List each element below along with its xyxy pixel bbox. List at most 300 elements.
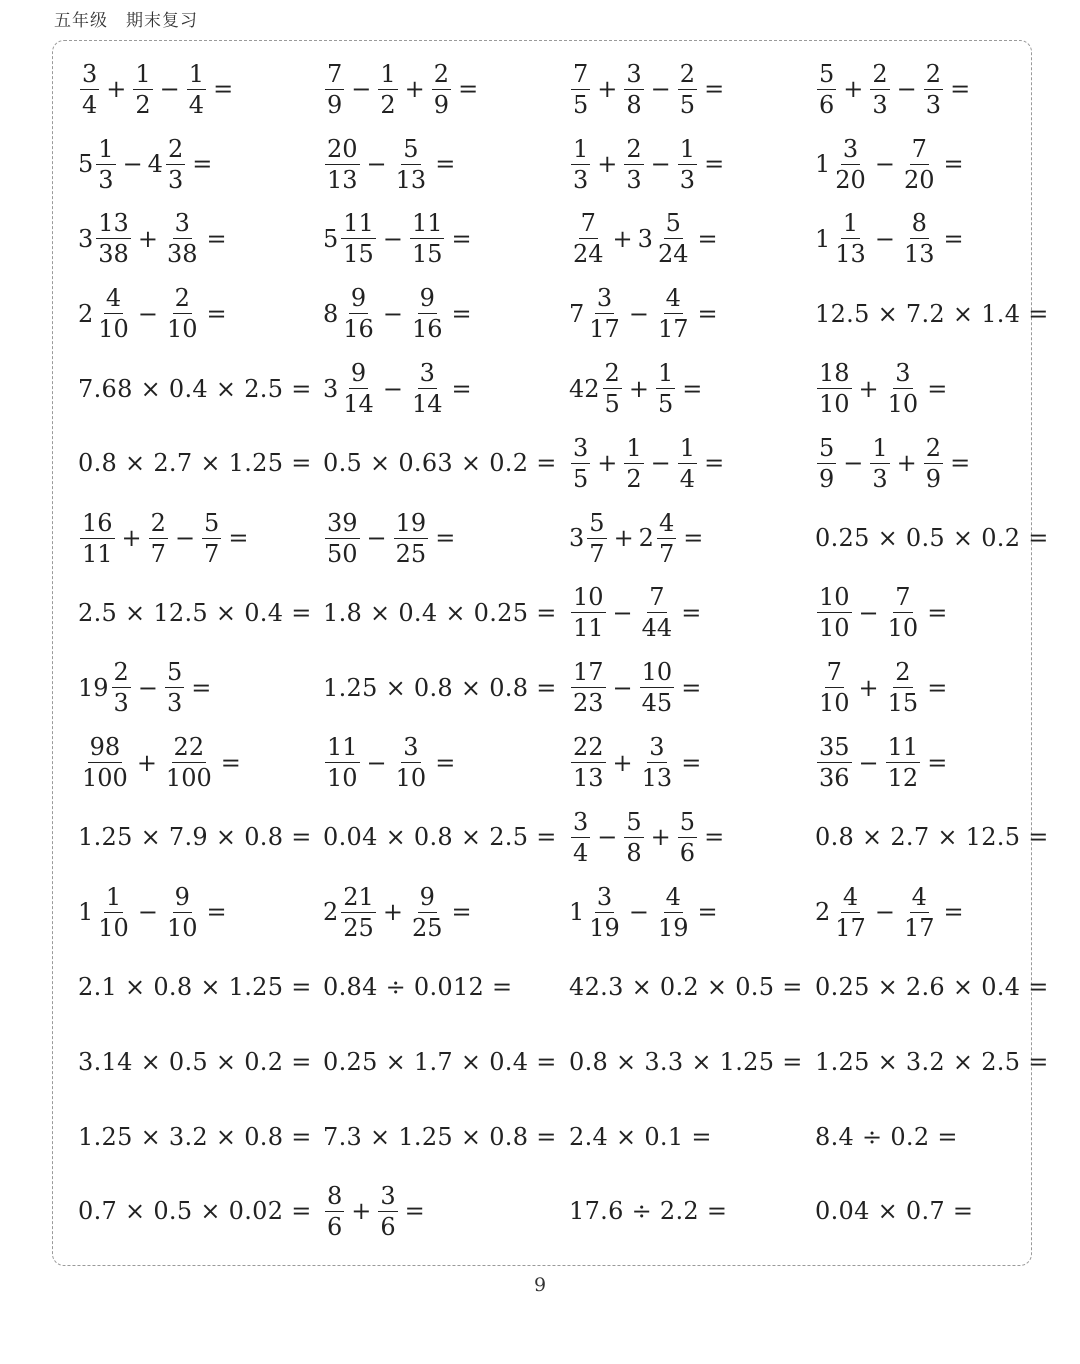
fraction — [817, 359, 852, 419]
minus-sign: − — [874, 898, 895, 927]
numerator: 98 — [89, 733, 121, 762]
numerator: 9 — [419, 882, 435, 911]
denominator: 3 — [872, 464, 888, 493]
problem-row — [78, 1174, 1038, 1249]
expression-text: 12.5 × 7.2 × 1.4 = — [815, 299, 1049, 328]
fraction — [410, 284, 445, 344]
denominator: 15 — [411, 240, 443, 269]
fraction — [164, 733, 214, 793]
denominator: 9 — [327, 90, 343, 119]
numerator: 3 — [380, 1181, 396, 1210]
numerator: 5 — [166, 658, 183, 687]
math-problem — [569, 1174, 727, 1249]
numerator: 7 — [573, 59, 589, 88]
plus-sign: + — [896, 449, 917, 478]
expression-text: 3.14 × 0.5 × 0.2 = — [78, 1047, 312, 1076]
numerator: 7 — [911, 134, 927, 163]
denominator: 20 — [903, 165, 935, 194]
denominator: 13 — [641, 764, 673, 793]
numerator: 7 — [649, 583, 665, 612]
expression-text: 2.4 × 0.1 = — [569, 1122, 712, 1151]
equals-sign: = — [451, 898, 472, 927]
fraction — [640, 583, 675, 643]
whole-number: 4 — [147, 150, 163, 179]
equals-sign: = — [228, 524, 249, 553]
numerator: 7 — [580, 209, 596, 238]
math-problem — [815, 501, 1049, 576]
equals-sign: = — [681, 748, 702, 777]
numerator: 17 — [573, 658, 604, 687]
fraction — [202, 508, 221, 568]
fraction — [325, 733, 360, 793]
problem-row — [78, 1024, 1049, 1099]
denominator: 10 — [327, 764, 358, 793]
denominator: 13 — [573, 764, 604, 793]
numerator: 5 — [589, 508, 605, 537]
numerator: 1 — [105, 882, 122, 911]
math-problem — [815, 276, 1049, 351]
problem-row — [78, 800, 1049, 875]
expression-text: 0.7 × 0.5 × 0.02 = — [78, 1197, 312, 1226]
fraction — [886, 359, 921, 419]
math-problem — [323, 127, 460, 202]
fraction — [394, 733, 429, 793]
minus-sign: − — [612, 673, 633, 702]
numerator: 11 — [411, 209, 443, 238]
math-problem — [78, 1174, 312, 1249]
fraction — [886, 583, 921, 643]
numerator: 9 — [350, 359, 367, 388]
denominator: 17 — [589, 315, 620, 344]
numerator: 1 — [98, 134, 114, 163]
fraction — [410, 882, 445, 942]
denominator: 16 — [411, 315, 443, 344]
math-problem — [569, 426, 729, 501]
equals-sign: = — [697, 224, 718, 253]
minus-sign: − — [137, 673, 158, 702]
expression-text: 0.8 × 2.7 × 1.25 = — [78, 449, 312, 478]
fraction — [886, 733, 921, 793]
denominator: 10 — [166, 315, 198, 344]
minus-sign: − — [159, 75, 180, 104]
expression-text: 0.04 × 0.8 × 2.5 = — [323, 823, 557, 852]
equals-sign: = — [435, 748, 456, 777]
fraction — [571, 733, 606, 793]
math-problem — [323, 950, 512, 1025]
denominator: 19 — [589, 913, 620, 942]
fraction — [817, 733, 852, 793]
denominator: 10 — [887, 614, 919, 643]
numerator: 1 — [657, 359, 674, 388]
numerator: 1 — [135, 59, 151, 88]
whole-number: 2 — [78, 299, 94, 328]
denominator: 10 — [98, 315, 129, 344]
fraction — [656, 209, 691, 269]
numerator: 20 — [327, 134, 358, 163]
denominator: 7 — [589, 539, 605, 568]
numerator: 1 — [842, 209, 859, 238]
whole-number: 1 — [78, 898, 94, 927]
expression-text: 1.8 × 0.4 × 0.25 = — [323, 598, 557, 627]
fraction — [870, 59, 889, 119]
whole-number: 3 — [637, 224, 653, 253]
denominator: 7 — [150, 539, 166, 568]
plus-sign: + — [612, 224, 633, 253]
numerator: 1 — [872, 433, 888, 462]
equals-sign: = — [451, 374, 472, 403]
denominator: 5 — [573, 90, 589, 119]
minus-sign: − — [628, 898, 649, 927]
problem-row — [78, 426, 1038, 501]
math-problem — [78, 800, 312, 875]
numerator: 3 — [649, 733, 665, 762]
numerator: 4 — [658, 508, 675, 537]
denominator: 10 — [395, 764, 427, 793]
denominator: 36 — [819, 764, 850, 793]
plus-sign: + — [121, 524, 142, 553]
fraction — [571, 134, 590, 194]
math-problem — [78, 950, 312, 1025]
denominator: 24 — [573, 240, 604, 269]
problem-row — [78, 127, 1038, 202]
math-problem — [78, 351, 312, 426]
denominator: 2 — [626, 464, 642, 493]
denominator: 11 — [82, 539, 113, 568]
denominator: 13 — [835, 240, 866, 269]
denominator: 16 — [343, 315, 374, 344]
numerator: 2 — [679, 59, 696, 88]
denominator: 44 — [641, 614, 673, 643]
plus-sign: + — [382, 898, 403, 927]
denominator: 6 — [819, 90, 835, 119]
fraction — [902, 134, 937, 194]
fraction — [656, 359, 675, 419]
math-problem — [323, 725, 460, 800]
whole-number: 2 — [815, 898, 831, 927]
fraction — [624, 433, 643, 493]
math-problem — [78, 1099, 312, 1174]
numerator: 5 — [819, 433, 835, 462]
numerator: 39 — [327, 508, 358, 537]
plus-sign: + — [612, 748, 633, 777]
denominator: 9 — [925, 464, 942, 493]
fraction — [96, 882, 131, 942]
denominator: 15 — [887, 689, 919, 718]
equals-sign: = — [927, 598, 948, 627]
denominator: 10 — [819, 614, 850, 643]
fraction — [656, 284, 691, 344]
equals-sign: = — [681, 673, 702, 702]
fraction — [341, 359, 376, 419]
minus-sign: − — [650, 150, 671, 179]
expression-text: 0.84 ÷ 0.012 = — [323, 972, 513, 1001]
expression-text: 42.3 × 0.2 × 0.5 = — [569, 972, 803, 1001]
minus-sign: − — [137, 898, 158, 927]
expression-text: 1.25 × 0.8 × 0.8 = — [323, 673, 557, 702]
numerator: 22 — [173, 733, 205, 762]
math-problem — [323, 650, 557, 725]
expression-text: 0.04 × 0.7 = — [815, 1197, 974, 1226]
fraction — [80, 59, 99, 119]
denominator: 13 — [395, 165, 427, 194]
numerator: 1 — [679, 433, 696, 462]
numerator: 2 — [150, 508, 166, 537]
fraction — [571, 433, 590, 493]
numerator: 3 — [895, 359, 911, 388]
math-problem — [323, 1099, 557, 1174]
equals-sign: = — [943, 898, 964, 927]
minus-sign: − — [612, 598, 633, 627]
numerator: 2 — [925, 59, 942, 88]
denominator: 12 — [887, 764, 919, 793]
numerator: 2 — [872, 59, 888, 88]
denominator: 5 — [679, 90, 696, 119]
math-problem — [569, 202, 723, 277]
expression-text: 7.68 × 0.4 × 2.5 = — [78, 374, 312, 403]
plus-sign: + — [136, 748, 157, 777]
fraction — [166, 134, 185, 194]
expression-text: 2.1 × 0.8 × 1.25 = — [78, 972, 312, 1001]
equals-sign: = — [206, 898, 227, 927]
numerator: 11 — [343, 209, 374, 238]
math-problem — [815, 1174, 973, 1249]
expression-text: 0.25 × 2.6 × 0.4 = — [815, 972, 1049, 1001]
denominator: 4 — [188, 90, 205, 119]
math-problem — [78, 725, 246, 800]
minus-sign: − — [382, 374, 403, 403]
math-problem — [815, 576, 952, 651]
minus-sign: − — [628, 299, 649, 328]
minus-sign: − — [874, 150, 895, 179]
numerator: 8 — [327, 1181, 343, 1210]
expression-text: 1.25 × 7.9 × 0.8 = — [78, 823, 312, 852]
numerator: 16 — [82, 508, 113, 537]
numerator: 1 — [188, 59, 205, 88]
equals-sign: = — [220, 748, 241, 777]
plus-sign: + — [858, 673, 879, 702]
numerator: 7 — [327, 59, 343, 88]
denominator: 4 — [573, 838, 589, 867]
fraction — [678, 134, 697, 194]
numerator: 19 — [395, 508, 427, 537]
fraction — [187, 59, 206, 119]
math-problem — [323, 426, 557, 501]
numerator: 5 — [679, 807, 696, 836]
equals-sign: = — [435, 150, 456, 179]
whole-number: 3 — [569, 524, 585, 553]
math-problem — [569, 501, 708, 576]
math-problem — [78, 127, 217, 202]
math-problem — [323, 202, 477, 277]
denominator: 45 — [641, 689, 673, 718]
math-problem — [815, 650, 952, 725]
fraction — [902, 209, 937, 269]
equals-sign: = — [404, 1197, 425, 1226]
equals-sign: = — [943, 224, 964, 253]
numerator: 9 — [419, 284, 435, 313]
denominator: 6 — [327, 1212, 343, 1241]
math-problem — [815, 127, 969, 202]
expression-text: 2.5 × 12.5 × 0.4 = — [78, 598, 312, 627]
math-problem — [323, 52, 483, 127]
math-problem — [569, 127, 729, 202]
whole-number: 1 — [815, 224, 831, 253]
numerator: 3 — [174, 209, 190, 238]
denominator: 10 — [98, 913, 129, 942]
fraction — [571, 658, 606, 718]
numerator: 3 — [842, 134, 859, 163]
denominator: 50 — [327, 539, 358, 568]
fraction — [587, 882, 622, 942]
equals-sign: = — [704, 823, 725, 852]
equals-sign: = — [950, 449, 971, 478]
denominator: 4 — [679, 464, 696, 493]
expression-text: 7.3 × 1.25 × 0.8 = — [323, 1122, 557, 1151]
problem-row — [78, 576, 1038, 651]
fraction — [833, 209, 868, 269]
denominator: 20 — [835, 165, 866, 194]
minus-sign: − — [382, 224, 403, 253]
numerator: 10 — [573, 583, 604, 612]
math-problem — [323, 1024, 557, 1099]
plus-sign: + — [613, 524, 634, 553]
denominator: 3 — [573, 165, 589, 194]
numerator: 10 — [819, 583, 850, 612]
equals-sign: = — [206, 299, 227, 328]
fraction — [341, 209, 376, 269]
problem-row — [78, 725, 1038, 800]
problem-row — [78, 950, 1049, 1025]
problem-grid — [78, 52, 1049, 1249]
fraction — [656, 882, 691, 942]
numerator: 2 — [174, 284, 190, 313]
numerator: 4 — [665, 284, 681, 313]
numerator: 1 — [573, 134, 589, 163]
numerator: 2 — [925, 433, 942, 462]
math-problem — [569, 950, 803, 1025]
plus-sign: + — [404, 75, 425, 104]
whole-number: 19 — [78, 673, 109, 702]
numerator: 4 — [911, 882, 927, 911]
whole-number: 3 — [78, 224, 94, 253]
expression-text: 0.8 × 3.3 × 1.25 = — [569, 1047, 803, 1076]
minus-sign: − — [858, 748, 879, 777]
whole-number: 8 — [323, 299, 339, 328]
fraction — [624, 59, 643, 119]
math-problem — [815, 202, 969, 277]
fraction — [924, 59, 943, 119]
expression-text: 0.8 × 2.7 × 12.5 = — [815, 823, 1049, 852]
numerator: 5 — [819, 59, 835, 88]
numerator: 4 — [665, 882, 681, 911]
fraction — [96, 209, 131, 269]
equals-sign: = — [697, 898, 718, 927]
math-problem — [815, 426, 975, 501]
denominator: 5 — [657, 390, 674, 419]
plus-sign: + — [106, 75, 127, 104]
whole-number: 42 — [569, 374, 600, 403]
equals-sign: = — [927, 748, 948, 777]
fraction — [378, 1181, 397, 1241]
numerator: 7 — [895, 583, 911, 612]
math-problem — [815, 1024, 1049, 1099]
fraction — [603, 359, 622, 419]
math-problem — [323, 276, 477, 351]
numerator: 5 — [204, 508, 220, 537]
fraction — [571, 59, 590, 119]
fraction — [817, 583, 852, 643]
denominator: 13 — [903, 240, 935, 269]
whole-number: 5 — [78, 150, 94, 179]
denominator: 3 — [626, 165, 642, 194]
problem-row — [78, 276, 1049, 351]
denominator: 10 — [819, 689, 850, 718]
plus-sign: + — [628, 374, 649, 403]
fraction — [165, 209, 200, 269]
equals-sign: = — [704, 150, 725, 179]
equals-sign: = — [683, 524, 704, 553]
denominator: 7 — [658, 539, 675, 568]
numerator: 9 — [350, 284, 367, 313]
fraction — [817, 658, 852, 718]
whole-number: 1 — [569, 898, 585, 927]
fraction — [133, 59, 152, 119]
equals-sign: = — [192, 150, 213, 179]
math-problem — [78, 202, 232, 277]
fraction — [571, 807, 590, 867]
fraction — [571, 583, 606, 643]
problem-row — [78, 875, 1038, 950]
equals-sign: = — [206, 224, 227, 253]
denominator: 25 — [343, 913, 374, 942]
denominator: 9 — [819, 464, 835, 493]
equals-sign: = — [704, 75, 725, 104]
expression-text: 0.25 × 0.5 × 0.2 = — [815, 524, 1049, 553]
denominator: 6 — [679, 838, 696, 867]
fraction — [624, 807, 643, 867]
problem-row — [78, 52, 1038, 127]
math-problem — [815, 351, 952, 426]
equals-sign: = — [682, 374, 703, 403]
denominator: 4 — [82, 90, 98, 119]
numerator: 3 — [626, 59, 642, 88]
equals-sign: = — [704, 449, 725, 478]
numerator: 4 — [105, 284, 122, 313]
whole-number: 2 — [323, 898, 339, 927]
equals-sign: = — [927, 673, 948, 702]
problem-row — [78, 650, 1038, 725]
minus-sign: − — [843, 449, 864, 478]
minus-sign: − — [874, 224, 895, 253]
numerator: 8 — [911, 209, 927, 238]
problem-row — [78, 1099, 1038, 1174]
minus-sign: − — [366, 524, 387, 553]
equals-sign: = — [435, 524, 456, 553]
numerator: 22 — [573, 733, 604, 762]
fraction — [165, 658, 184, 718]
denominator: 38 — [166, 240, 198, 269]
fraction — [325, 134, 360, 194]
numerator: 3 — [596, 284, 613, 313]
numerator: 3 — [82, 59, 98, 88]
numerator: 35 — [819, 733, 850, 762]
numerator: 2 — [167, 134, 184, 163]
minus-sign: − — [896, 75, 917, 104]
fraction — [833, 134, 868, 194]
math-problem — [569, 52, 729, 127]
fraction — [657, 508, 676, 568]
numerator: 11 — [887, 733, 919, 762]
